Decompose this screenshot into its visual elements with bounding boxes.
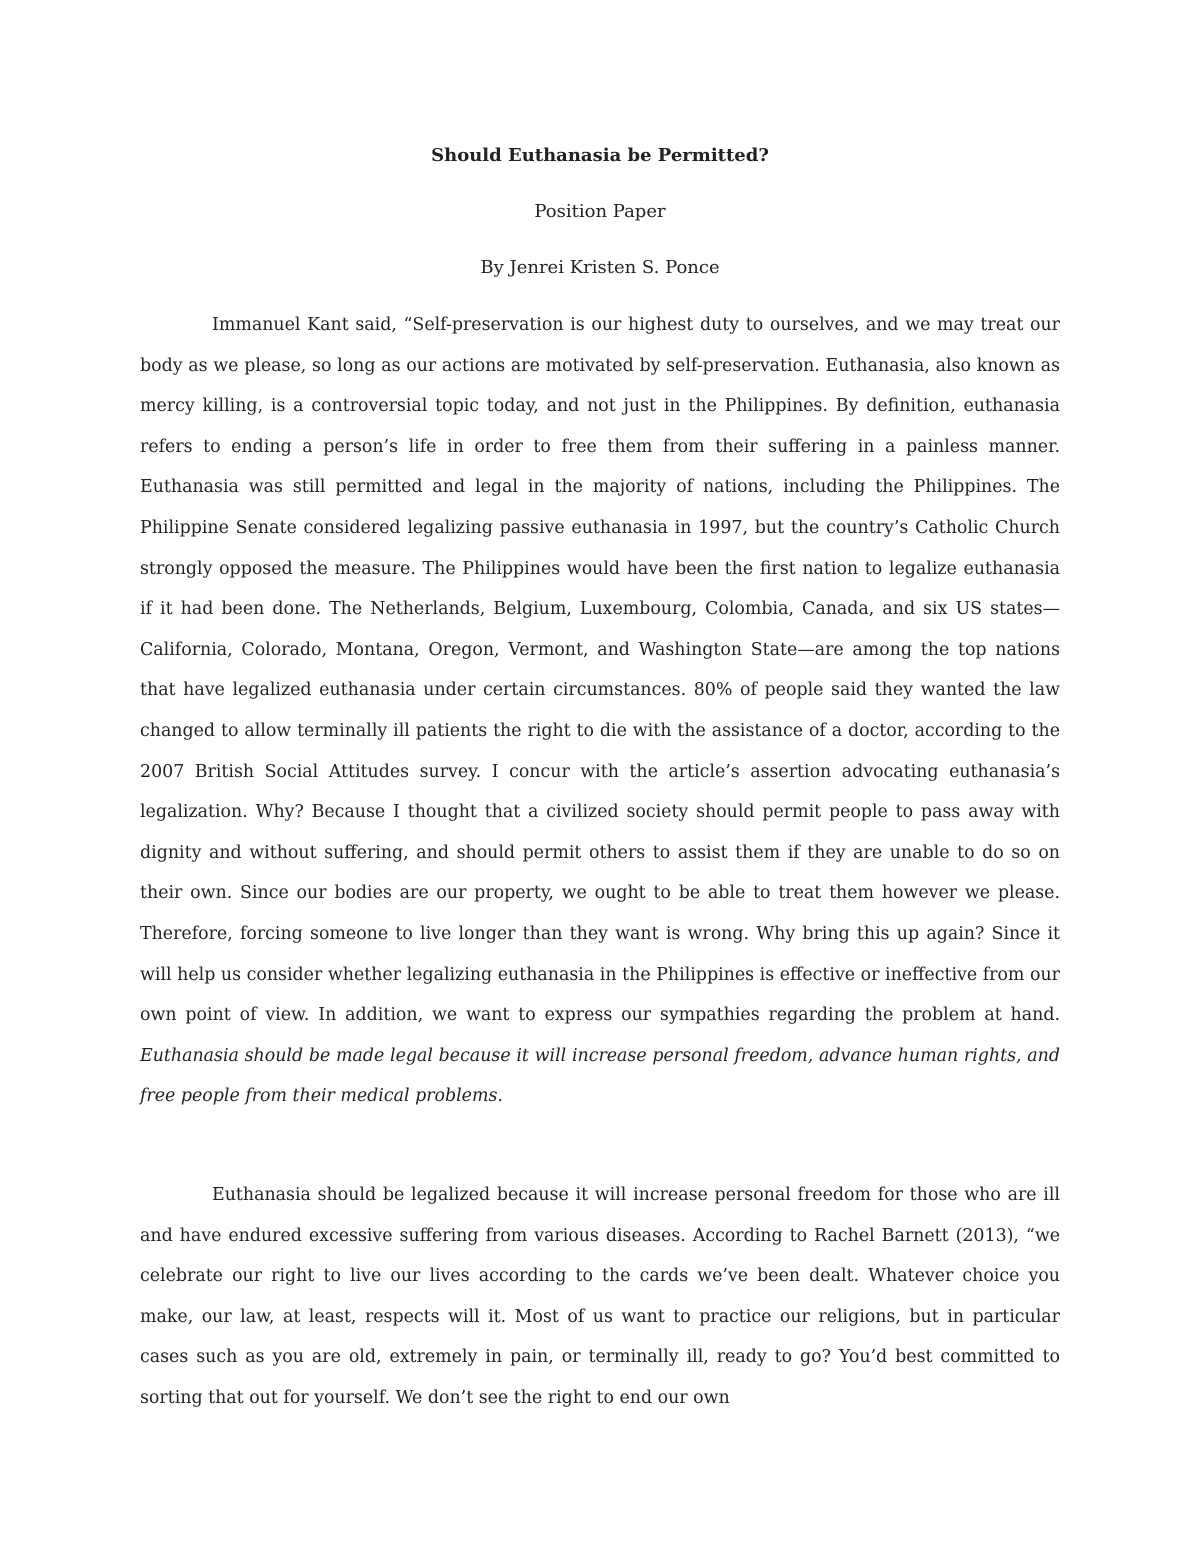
document-title: Should Euthanasia be Permitted? (431, 145, 769, 166)
thesis-statement: Euthanasia should be made legal because it will increase personal freedom, advance human rights, and free people from their medical problems. (140, 1045, 1060, 1107)
paragraph-introduction-text: Immanuel Kant said, “Self-preservation is our highest duty to ourselves, and we may treat our body as we please, so long as our actions are motivated by self-preservation. Euthanasia, also known as mercy killing, is a controversial topic today, and not just in the Philippines. By definition, euthanasia refers to ending a person’s life in order to free them from their suffering in a painless manner. Euthanasia was still permitted and legal in the majority of nations, including the Philippines. The Philippine Senate considered legalizing passive euthanasia in 1997, but the country’s Catholic Church strongly opposed the measure. The Philippines would have been the first nation to legalize euthanasia if it had been done. The Netherlands, Belgium, Luxembourg, Colombia, Canada, and six US states—California, Colorado, Montana, Oregon, Vermont, and Washington State—are among the top nations that have legalized euthanasia under certain circumstances. 80% of people said they wanted the law changed to allow terminally ill patients the right to die with the assistance of a doctor, according to the 2007 British Social Attitudes survey. I concur with the article’s assertion advocating euthanasia’s legalization. Why? Because I thought that a civilized society should permit people to pass away with dignity and without suffering, and should permit others to assist them if they are unable to do so on their own. Since our bodies are our property, we ought to be able to treat them however we please. Therefore, forcing someone to live longer than they want is wrong. Why bring this up again? Since it will help us consider whether legalizing euthanasia in the Philippines is effective or ineffective from our own point of view. In addition, we want to express our sympathies regarding the problem at hand. (140, 315, 1060, 1026)
document-subtitle: Position Paper (534, 201, 666, 222)
paragraph-personal-freedom (140, 1175, 1060, 1419)
document-author: By Jenrei Kristen S. Ponce (480, 257, 720, 278)
paragraph-personal-freedom-text: Euthanasia should be legalized because it will increase personal freedom for those who are ill and have endured excessive suffering from various diseases. According to Rachel Barnett (2013), “we celebrate our right to live our lives according to the cards we’ve been dealt. Whatever choice you make, our law, at least, respects will it. Most of us want to practice our religions, but in particular cases such as you are old, extremely in pain, or terminally ill, ready to go? You’d best committed to sorting that out for yourself. We don’t see the right to end our own (140, 1185, 1060, 1408)
paragraph-introduction (140, 305, 1060, 1117)
